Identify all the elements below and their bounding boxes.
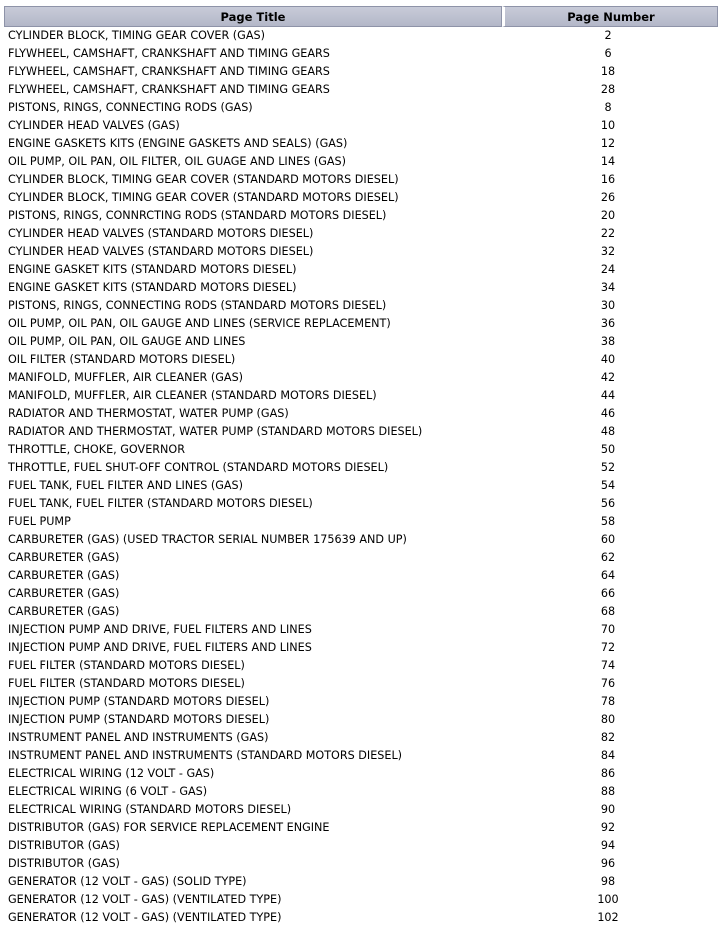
page-number-cell: 46: [600, 407, 616, 420]
page-index-table: [4, 6, 718, 927]
page-title-cell[interactable]: CYLINDER HEAD VALVES (STANDARD MOTORS DIESEL): [8, 245, 314, 258]
page-title-cell[interactable]: ELECTRICAL WIRING (12 VOLT - GAS): [8, 767, 215, 780]
table-row[interactable]: [4, 783, 718, 801]
table-row[interactable]: [4, 747, 718, 765]
table-row[interactable]: [4, 657, 718, 675]
table-row[interactable]: [4, 333, 718, 351]
page-number-cell: 56: [600, 497, 616, 510]
page-title-cell[interactable]: ELECTRICAL WIRING (6 VOLT - GAS): [8, 785, 208, 798]
page-title-cell[interactable]: GENERATOR (12 VOLT - GAS) (VENTILATED TYPE): [8, 911, 282, 924]
page-title-cell[interactable]: FUEL TANK, FUEL FILTER AND LINES (GAS): [8, 479, 244, 492]
page-title-cell[interactable]: PISTONS, RINGS, CONNECTING RODS (GAS): [8, 101, 253, 114]
table-row[interactable]: [4, 243, 718, 261]
table-row[interactable]: [4, 585, 718, 603]
page-title-cell[interactable]: MANIFOLD, MUFFLER, AIR CLEANER (STANDARD MOTORS DIESEL): [8, 389, 377, 402]
page-number-cell: 36: [600, 317, 616, 330]
page-number-cell: 102: [597, 911, 619, 924]
page-number-cell: 22: [600, 227, 616, 240]
page-title-cell[interactable]: PISTONS, RINGS, CONNECTING RODS (STANDARD MOTORS DIESEL): [8, 299, 387, 312]
page-number-cell: 10: [600, 119, 616, 132]
page-number-cell: 48: [600, 425, 616, 438]
page-number-cell: 82: [600, 731, 616, 744]
page-number-cell: 70: [600, 623, 616, 636]
table-row[interactable]: [4, 225, 718, 243]
page-number-cell: 30: [600, 299, 616, 312]
page-number-cell: 34: [600, 281, 616, 294]
page-title-cell[interactable]: FLYWHEEL, CAMSHAFT, CRANKSHAFT AND TIMING GEARS: [8, 47, 330, 60]
page-number-cell: 54: [600, 479, 616, 492]
table-body: [4, 27, 718, 927]
table-row[interactable]: [4, 729, 718, 747]
table-row[interactable]: [4, 567, 718, 585]
table-row[interactable]: [4, 855, 718, 873]
page-number-cell: 20: [600, 209, 616, 222]
page-title-cell[interactable]: OIL PUMP, OIL PAN, OIL FILTER, OIL GUAGE AND LINES (GAS): [8, 155, 346, 168]
page-title-cell[interactable]: OIL PUMP, OIL PAN, OIL GAUGE AND LINES: [8, 335, 246, 348]
table-row[interactable]: [4, 495, 718, 513]
page-title-cell[interactable]: INJECTION PUMP AND DRIVE, FUEL FILTERS AND LINES: [8, 641, 312, 654]
page-title-cell[interactable]: DISTRIBUTOR (GAS) FOR SERVICE REPLACEMENT ENGINE: [8, 821, 330, 834]
page-title-cell[interactable]: GENERATOR (12 VOLT - GAS) (VENTILATED TYPE): [8, 893, 282, 906]
page-title-cell[interactable]: ENGINE GASKET KITS (STANDARD MOTORS DIESEL): [8, 281, 297, 294]
table-row[interactable]: [4, 459, 718, 477]
page-title-cell[interactable]: ENGINE GASKET KITS (STANDARD MOTORS DIESEL): [8, 263, 297, 276]
table-row[interactable]: [4, 621, 718, 639]
table-row[interactable]: [4, 153, 718, 171]
page-number-cell: 50: [600, 443, 616, 456]
page-title-cell[interactable]: FLYWHEEL, CAMSHAFT, CRANKSHAFT AND TIMING GEARS: [8, 83, 330, 96]
table-row[interactable]: [4, 909, 718, 927]
page-title-cell[interactable]: CYLINDER BLOCK, TIMING GEAR COVER (STANDARD MOTORS DIESEL): [8, 173, 399, 186]
page-title-cell[interactable]: FUEL TANK, FUEL FILTER (STANDARD MOTORS DIESEL): [8, 497, 313, 510]
table-row[interactable]: [4, 315, 718, 333]
page-number-cell: 92: [600, 821, 616, 834]
table-header: [4, 6, 718, 27]
page-title-cell[interactable]: CARBURETER (GAS) (USED TRACTOR SERIAL NUMBER 175639 AND UP): [8, 533, 407, 546]
page-title-cell[interactable]: CYLINDER HEAD VALVES (GAS): [8, 119, 180, 132]
table-row[interactable]: [4, 441, 718, 459]
page-title-cell[interactable]: PISTONS, RINGS, CONNRCTING RODS (STANDARD MOTORS DIESEL): [8, 209, 387, 222]
page-number-cell: 24: [600, 263, 616, 276]
table-row[interactable]: [4, 369, 718, 387]
table-row[interactable]: [4, 513, 718, 531]
page-title-cell[interactable]: INJECTION PUMP AND DRIVE, FUEL FILTERS AND LINES: [8, 623, 312, 636]
table-row[interactable]: [4, 387, 718, 405]
page-number-cell: 6: [604, 47, 612, 60]
page-number-cell: 40: [600, 353, 616, 366]
page-title-cell[interactable]: RADIATOR AND THERMOSTAT, WATER PUMP (GAS): [8, 407, 289, 420]
header-row: [4, 6, 718, 27]
page-number-cell: 76: [600, 677, 616, 690]
page-title-cell[interactable]: DISTRIBUTOR (GAS): [8, 857, 120, 870]
table-row[interactable]: [4, 99, 718, 117]
table-row[interactable]: [4, 477, 718, 495]
table-row[interactable]: [4, 873, 718, 891]
page-number-cell: 74: [600, 659, 616, 672]
page-title-cell[interactable]: CYLINDER BLOCK, TIMING GEAR COVER (GAS): [8, 29, 265, 42]
page-number-cell: 90: [600, 803, 616, 816]
page-number-cell: 12: [600, 137, 616, 150]
table-row[interactable]: [4, 837, 718, 855]
page-title-cell[interactable]: RADIATOR AND THERMOSTAT, WATER PUMP (STANDARD MOTORS DIESEL): [8, 425, 423, 438]
page-title-cell[interactable]: INSTRUMENT PANEL AND INSTRUMENTS (GAS): [8, 731, 269, 744]
page-title-cell[interactable]: CARBURETER (GAS): [8, 587, 120, 600]
table-row[interactable]: [4, 603, 718, 621]
page-number-cell: 64: [600, 569, 616, 582]
page-number-cell: 52: [600, 461, 616, 474]
page-title-cell[interactable]: CYLINDER HEAD VALVES (STANDARD MOTORS DIESEL): [8, 227, 314, 240]
page-title-cell[interactable]: THROTTLE, FUEL SHUT-OFF CONTROL (STANDARD MOTORS DIESEL): [8, 461, 389, 474]
table-row[interactable]: [4, 531, 718, 549]
page-number-cell: 14: [600, 155, 616, 168]
table-row[interactable]: [4, 45, 718, 63]
page-title-cell[interactable]: INSTRUMENT PANEL AND INSTRUMENTS (STANDARD MOTORS DIESEL): [8, 749, 403, 762]
page-number-cell: 98: [600, 875, 616, 888]
page-title-cell[interactable]: GENERATOR (12 VOLT - GAS) (SOLID TYPE): [8, 875, 247, 888]
page-title-cell[interactable]: CARBURETER (GAS): [8, 605, 120, 618]
page-number-cell: 66: [600, 587, 616, 600]
page-title-cell[interactable]: FUEL PUMP: [8, 515, 71, 528]
page-number-cell: 28: [600, 83, 616, 96]
page-number-cell: 80: [600, 713, 616, 726]
page-title-cell[interactable]: MANIFOLD, MUFFLER, AIR CLEANER (GAS): [8, 371, 244, 384]
page-title-cell[interactable]: THROTTLE, CHOKE, GOVERNOR: [8, 443, 185, 456]
page-title-cell[interactable]: ELECTRICAL WIRING (STANDARD MOTORS DIESEL): [8, 803, 292, 816]
page-number-cell: 18: [600, 65, 616, 78]
page-number-cell: 58: [600, 515, 616, 528]
page-title-cell[interactable]: CARBURETER (GAS): [8, 569, 120, 582]
page-number-cell: 78: [600, 695, 616, 708]
page-title-cell[interactable]: CYLINDER BLOCK, TIMING GEAR COVER (STANDARD MOTORS DIESEL): [8, 191, 399, 204]
table-row[interactable]: [4, 171, 718, 189]
page-number-cell: 32: [600, 245, 616, 258]
table-row[interactable]: [4, 765, 718, 783]
table-row[interactable]: [4, 423, 718, 441]
table-row[interactable]: [4, 801, 718, 819]
page-title-cell[interactable]: OIL PUMP, OIL PAN, OIL GAUGE AND LINES (SERVICE REPLACEMENT): [8, 317, 391, 330]
table-row[interactable]: [4, 117, 718, 135]
table-row[interactable]: [4, 819, 718, 837]
page-number-cell: 2: [604, 29, 612, 42]
page-number-cell: 62: [600, 551, 616, 564]
table-row[interactable]: [4, 279, 718, 297]
page-title-cell[interactable]: CARBURETER (GAS): [8, 551, 120, 564]
page-number-cell: 84: [600, 749, 616, 762]
table-row[interactable]: [4, 693, 718, 711]
table-row[interactable]: [4, 261, 718, 279]
table-row[interactable]: [4, 27, 718, 45]
page-number-cell: 72: [600, 641, 616, 654]
page-number-cell: 16: [600, 173, 616, 186]
page-title-cell[interactable]: INJECTION PUMP (STANDARD MOTORS DIESEL): [8, 695, 270, 708]
table-row[interactable]: [4, 675, 718, 693]
page-title-cell[interactable]: ENGINE GASKETS KITS (ENGINE GASKETS AND SEALS) (GAS): [8, 137, 348, 150]
table-row[interactable]: [4, 639, 718, 657]
page-number-cell: 8: [604, 101, 612, 114]
page-title-cell[interactable]: FUEL FILTER (STANDARD MOTORS DIESEL): [8, 659, 245, 672]
page-number-cell: 60: [600, 533, 616, 546]
page-number-cell: 68: [600, 605, 616, 618]
table-row[interactable]: [4, 81, 718, 99]
table-row[interactable]: [4, 135, 718, 153]
table-row[interactable]: [4, 63, 718, 81]
page-number-cell: 26: [600, 191, 616, 204]
table-row[interactable]: [4, 189, 718, 207]
page-number-cell: 86: [600, 767, 616, 780]
page-title-cell[interactable]: DISTRIBUTOR (GAS): [8, 839, 120, 852]
table-row[interactable]: [4, 351, 718, 369]
page-number-cell: 100: [597, 893, 619, 906]
page-number-cell: 88: [600, 785, 616, 798]
page-title-cell[interactable]: OIL FILTER (STANDARD MOTORS DIESEL): [8, 353, 236, 366]
table-row[interactable]: [4, 405, 718, 423]
column-header-page-number[interactable]: Page Number: [502, 6, 718, 27]
page-title-cell[interactable]: INJECTION PUMP (STANDARD MOTORS DIESEL): [8, 713, 270, 726]
page-title-cell[interactable]: FLYWHEEL, CAMSHAFT, CRANKSHAFT AND TIMING GEARS: [8, 65, 330, 78]
page-number-cell: 94: [600, 839, 616, 852]
table-row[interactable]: [4, 549, 718, 567]
page-number-cell: 44: [600, 389, 616, 402]
table-row[interactable]: [4, 297, 718, 315]
table-row[interactable]: [4, 711, 718, 729]
table-row[interactable]: [4, 207, 718, 225]
column-header-page-title[interactable]: Page Title: [4, 6, 502, 27]
page-number-cell: 38: [600, 335, 616, 348]
page-number-cell: 42: [600, 371, 616, 384]
table-row[interactable]: [4, 891, 718, 909]
page-number-cell: 96: [600, 857, 616, 870]
page-title-cell[interactable]: FUEL FILTER (STANDARD MOTORS DIESEL): [8, 677, 245, 690]
